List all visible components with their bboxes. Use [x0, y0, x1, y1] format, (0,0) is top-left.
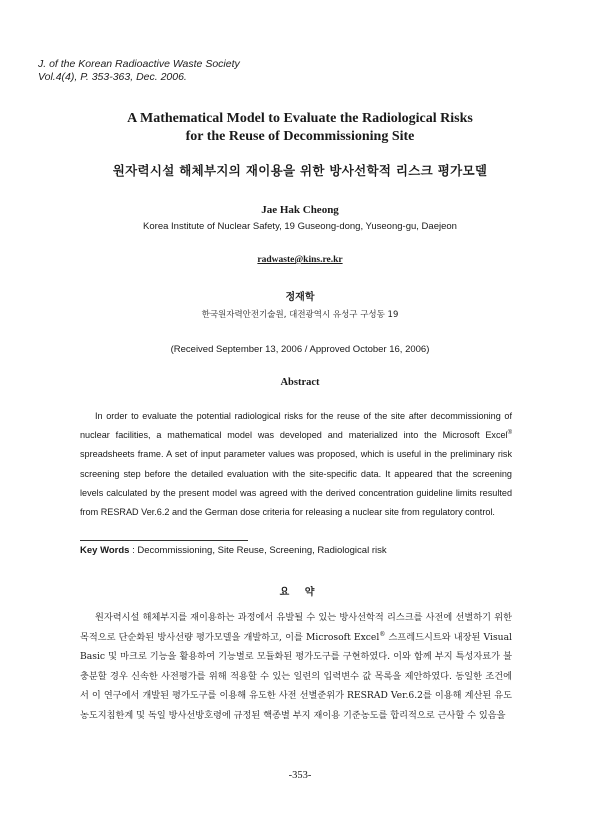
- korean-abstract-body: [80, 608, 512, 725]
- abstract-body: [80, 407, 512, 522]
- korean-abstract-text-part-1: 원자력시설 해체부지를 재이용하는 과정에서 유발될 수 있는 방사선학적 리스크를 사전에 선별하기 위한 목적으로 단순화된 방사선량 평가모델을 개발하고, 이를 Microsoft Excel: [80, 612, 512, 643]
- registered-mark: ®: [507, 430, 512, 437]
- author-email: [0, 255, 600, 265]
- title-line-2: for the Reuse of Decommissioning Site: [185, 129, 415, 144]
- journal-name: J. of the Korean Radioactive Waste Society: [38, 58, 240, 70]
- keywords-value: : Decommissioning, Site Reuse, Screening, Radiological risk: [129, 545, 387, 556]
- abstract-text-part-2: spreadsheets frame. A set of input parameter values was proposed, which is useful in the preliminary risk screening step before the detailed evaluation with the site-specific data. It appeared that the screening levels calculated by the present model was agreed with the derived concentration guideline limits resulted from RESRAD Ver.6.2 and the German dose criteria for releasing a nuclear site from regulatory control.: [80, 449, 512, 518]
- paper-title: [0, 110, 600, 146]
- korean-author-affiliation: 한국원자력안전기술원, 대전광역시 유성구 구성동 19: [201, 310, 399, 320]
- email-link[interactable]: radwaste@kins.re.kr: [257, 255, 343, 265]
- korean-abstract-heading: 요 약: [279, 587, 321, 598]
- korean-title: 원자력시설 해체부지의 재이용을 위한 방사선학적 리스크 평가모델: [112, 163, 488, 178]
- korean-author-name: 정재학: [285, 292, 315, 303]
- received-dates: (Received September 13, 2006 / Approved October 16, 2006): [170, 344, 430, 355]
- author-affiliation: Korea Institute of Nuclear Safety, 19 Guseong-dong, Yuseong-gu, Daejeon: [143, 221, 457, 232]
- page-number: -353-: [288, 770, 312, 781]
- korean-registered-mark: ®: [379, 630, 386, 638]
- author-name: Jae Hak Cheong: [261, 204, 339, 216]
- footnote-divider: [80, 540, 248, 541]
- journal-citation: [38, 58, 240, 83]
- keywords: [80, 545, 387, 556]
- korean-abstract-text-part-2: 스프레드시트와 내장된 Visual Basic 및 마크로 기능을 활용하여 기능별로 모듈화된 평가도구를 구현하였다. 이와 함께 부지 특성자료가 불충분할 경우 신속한 사전평가를 위해 적용할 수 있는 일련의 입력변수 값 목록을 제안하였다. 동일한 조건에서 이 연구에서 개발된 평가도구를 이용해 유도한 사전 선별준위가 RESRAD Ver.6.2를 이용해 계산된 유도농도지침한계 및 독일 방사선방호령에 규정된 핵종별 부지 재이용 기준농도를 합리적으로 근사할 수 있음을: [80, 631, 512, 721]
- keywords-label: Key Words: [80, 545, 130, 556]
- abstract-heading: Abstract: [280, 377, 320, 388]
- abstract-text-part-1: In order to evaluate the potential radiological risks for the reuse of the site after decommissioning of nuclear facilities, a mathematical model was developed and materialized into the Microsoft Excel: [80, 411, 512, 441]
- title-line-1: A Mathematical Model to Evaluate the Radiological Risks: [127, 111, 473, 126]
- journal-volume: Vol.4(4), P. 353-363, Dec. 2006.: [38, 70, 187, 83]
